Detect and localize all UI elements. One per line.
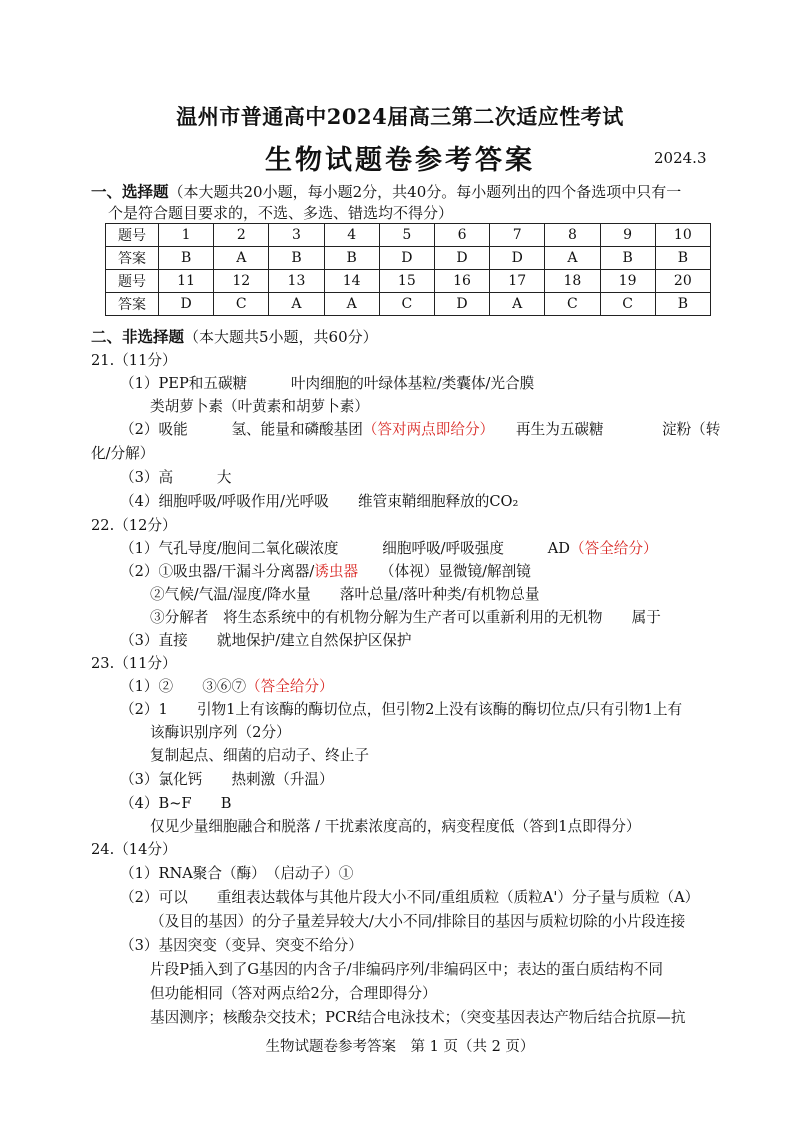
q21-answer-text: 再生为五碳糖 淀粉（转	[486, 421, 721, 438]
q21-line: （3）高 大	[120, 469, 232, 486]
q22-heading: 22.（12分）	[91, 517, 177, 534]
answer-table-cell: C	[545, 293, 600, 316]
answer-table-cell: C	[600, 293, 655, 316]
answer-table-cell: 6	[434, 224, 489, 247]
q24-heading: 24.（14分）	[91, 841, 177, 858]
answer-table-row-label: 题号	[106, 270, 159, 293]
answer-table-cell: 1	[159, 224, 214, 247]
q24-line: （2）可以 重组表达载体与其他片段大小不同/重组质粒（质粒A'）分子量与质粒（A）	[120, 889, 700, 906]
answer-table-row-label: 题号	[106, 224, 159, 247]
q21-line: （4）细胞呼吸/呼吸作用/光呼吸 维管束鞘细胞释放的CO₂	[120, 493, 519, 510]
answer-table-row	[106, 270, 711, 293]
answer-table-cell: A	[324, 293, 379, 316]
q23-line: 仅见少量细胞融合和脱落 / 干扰素浓度高的，病变程度低（答到1点即得分）	[150, 818, 641, 835]
answer-table-cell: B	[159, 247, 214, 270]
answer-table-cell: B	[269, 247, 324, 270]
answer-table-cell: 4	[324, 224, 379, 247]
section1-line1	[91, 180, 681, 202]
q22-answer-text: （2）①吸虫器/干漏斗分离器/	[120, 563, 315, 580]
q22-highlight: 诱虫器	[314, 563, 359, 580]
q23-line: （4）B~F B	[120, 795, 232, 812]
q23-heading: 23.（11分）	[91, 655, 177, 672]
answer-table-cell: 9	[600, 224, 655, 247]
q24-line: 但功能相同（答对两点给2分，合理即得分）	[150, 985, 437, 1002]
q22-scoring-note: （答全给分）	[570, 540, 658, 557]
q24-line: （1）RNA聚合（酶） （启动子）①	[120, 865, 354, 882]
answer-table-cell: 10	[655, 224, 710, 247]
q21-line: 化/分解）	[91, 445, 155, 462]
q22-line: ③分解者 将生态系统中的有机物分解为生产者可以重新利用的无机物 属于	[150, 609, 661, 626]
answer-table-cell: 11	[159, 270, 214, 293]
q23-line: 复制起点、细菌的启动子、终止子	[150, 747, 369, 764]
answer-table-cell: A	[545, 247, 600, 270]
answer-table-cell: 19	[600, 270, 655, 293]
q24-line: 基因测序；核酸杂交技术；PCR结合电泳技术；（突变基因表达产物后结合抗原—抗	[150, 1009, 686, 1026]
answer-table-cell: C	[379, 293, 434, 316]
q22-line: （3）直接 就地保护/建立自然保护区保护	[120, 632, 412, 649]
q21-scoring-note: （答对两点即给分）	[362, 421, 487, 438]
q21-heading: 21.（11分）	[91, 352, 177, 369]
page-footer: 生物试题卷参考答案 第 1 页（共 2 页）	[265, 1039, 535, 1055]
answer-table-cell: B	[655, 247, 710, 270]
answer-table-row-label: 答案	[106, 293, 159, 316]
answer-table-cell: A	[214, 247, 269, 270]
section1-desc: （本大题共20小题，每小题2分，共40分。每小题列出的四个备选项中只有一	[168, 183, 682, 201]
q21-line: （1）PEP和五碳糖 叶肉细胞的叶绿体基粒/类囊体/光合膜	[120, 375, 535, 392]
q22-answer-text: （1）气孔导度/胞间二氧化碳浓度 细胞呼吸/呼吸强度 AD	[120, 540, 570, 557]
answer-table-row	[106, 247, 711, 270]
answer-table-row-label: 答案	[106, 247, 159, 270]
answer-table-cell: 13	[269, 270, 324, 293]
section1-heading: 一、选择题	[91, 182, 169, 201]
q24-line: 片段P插入到了G基因的内含子/非编码序列/非编码区中；表达的蛋白质结构不同	[150, 961, 663, 978]
answer-table-cell: D	[159, 293, 214, 316]
answer-table-cell: D	[434, 293, 489, 316]
answer-table-cell: 12	[214, 270, 269, 293]
q21-answer-text: （2）吸能 氢、能量和磷酸基团	[120, 421, 363, 438]
q23-line	[120, 675, 334, 696]
answer-table-row	[106, 293, 711, 316]
q22-line	[120, 560, 531, 581]
q21-line: 类胡萝卜素（叶黄素和胡萝卜素）	[150, 398, 369, 415]
exam-date: 2024.3	[654, 149, 707, 167]
answer-table-cell: B	[600, 247, 655, 270]
answer-table-cell: 16	[434, 270, 489, 293]
answer-table-cell: D	[379, 247, 434, 270]
answer-table-cell: 7	[490, 224, 545, 247]
answer-table-cell: A	[490, 293, 545, 316]
answer-table-cell: 8	[545, 224, 600, 247]
answer-table-cell: 14	[324, 270, 379, 293]
document-subtitle: 生物试题卷参考答案	[265, 145, 535, 176]
q24-line: （及目的基因）的分子量差异较大/大小不同/排除目的基因与质粒切除的小片段连接	[150, 913, 686, 930]
answer-table-cell: 18	[545, 270, 600, 293]
exam-title: 温州市普通高中2024届高三第二次适应性考试	[176, 104, 624, 129]
section1-desc-2: 个是符合题目要求的，不选、多选、错选均不得分）	[108, 204, 454, 222]
q22-answer-text: （体视）显微镜/解剖镜	[358, 563, 531, 580]
section2-desc: （本大题共5小题，共60分）	[184, 328, 378, 346]
answer-table	[105, 223, 711, 316]
q23-line: 该酶识别序列（2分）	[150, 724, 291, 741]
section2-line	[91, 325, 378, 347]
q21-line	[120, 418, 720, 439]
q23-line: （3）氯化钙 热刺激（升温）	[120, 771, 334, 788]
answer-table-cell: A	[269, 293, 324, 316]
answer-table-cell: 17	[490, 270, 545, 293]
answer-table-cell: D	[490, 247, 545, 270]
q23-line: （2）1 引物1上有该酶的酶切位点，但引物2上没有该酶的酶切位点/只有引物1上有	[120, 701, 683, 718]
q24-line: （3）基因突变（变异、突变不给分）	[120, 937, 363, 954]
section2-heading: 二、非选择题	[91, 327, 185, 346]
answer-table-cell: B	[324, 247, 379, 270]
answer-table-cell: 3	[269, 224, 324, 247]
answer-table-cell: D	[434, 247, 489, 270]
answer-table-cell: B	[655, 293, 710, 316]
answer-table-cell: 5	[379, 224, 434, 247]
q22-line	[120, 537, 658, 558]
answer-table-cell: 15	[379, 270, 434, 293]
answer-table-row	[106, 224, 711, 247]
q23-scoring-note: （答全给分）	[246, 678, 334, 695]
q23-answer-text: （1）② ③⑥⑦	[120, 678, 247, 695]
answer-table-cell: C	[214, 293, 269, 316]
answer-table-cell: 20	[655, 270, 710, 293]
answer-table-cell: 2	[214, 224, 269, 247]
q22-line: ②气候/气温/湿度/降水量 落叶总量/落叶种类/有机物总量	[150, 586, 540, 603]
